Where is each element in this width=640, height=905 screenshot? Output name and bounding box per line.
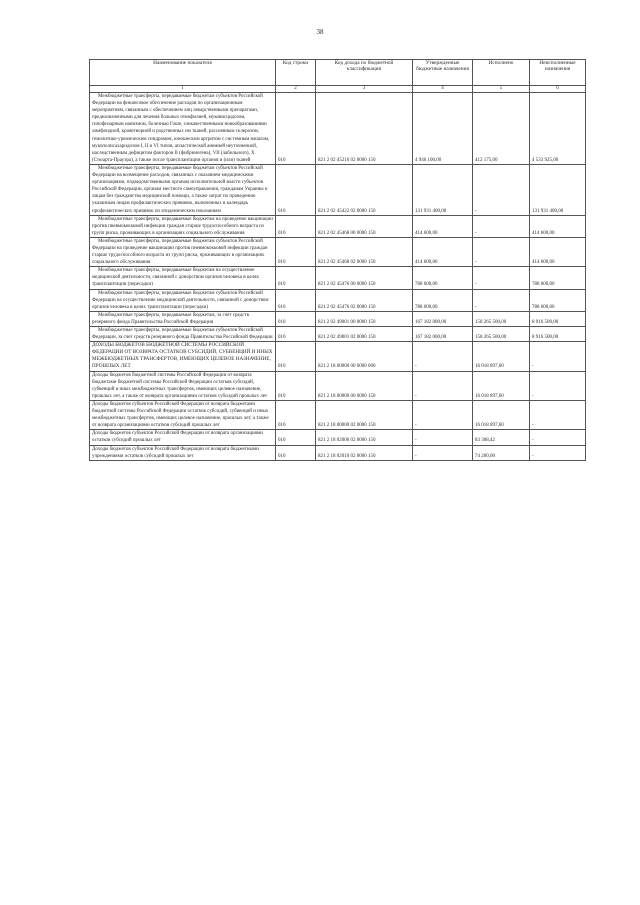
page-number: 38 [316,28,324,36]
row-executed: 412 175,00 [473,93,530,165]
row-name: ДОХОДЫ БЮДЖЕТОВ БЮДЖЕТНОЙ СИСТЕМЫ РОССИЙСКОЙ ФЕДЕРАЦИИ ОТ ВОЗВРАТА ОСТАТКОВ СУБСИДИЙ, СУБВЕНЦИЙ И ИНЫХ МЕЖБЮДЖЕТНЫХ ТРАНСФЕРТОВ, ИМЕЮЩИХ ЦЕЛЕВОЕ НАЗНАЧЕНИЕ, ПРОШЛЫХ ЛЕТ [90,342,276,371]
table-row [90,371,586,400]
row-unexecuted: - [530,400,586,429]
row-approved: - [413,430,473,445]
row-code: 010 [276,430,316,445]
header-classifier: Код дохода по бюджетной классификации [316,60,413,86]
row-unexecuted: - [530,342,586,371]
row-executed: - [473,164,530,215]
row-classifier: 821 2 18 02000 02 0000 150 [316,430,413,445]
row-name: Межбюджетные трансферты, передаваемые бюджетам субъектов Российской Федерации, за счет средств резервного фонда Правительства Российской Федерации [90,327,276,342]
table-row [90,342,586,371]
row-classifier: 821 2 02 45476 02 0000 150 [316,289,413,311]
table-row [90,327,586,342]
row-code: 010 [276,237,316,266]
row-name: Доходы бюджетов субъектов Российской Федерации от возврата организациями остатков субсидий прошлых лет [90,430,276,445]
column-number: 5 [473,86,530,93]
table-row [90,400,586,429]
row-name: Межбюджетные трансферты, передаваемые бюджетам, за счет средств резервного фонда Правительства Российской Федерации [90,311,276,326]
row-name: Межбюджетные трансферты, передаваемые бюджетам на осуществление медицинской деятельности, связанной с донорством органов человека в целях трансплантации (пересадки) [90,267,276,289]
header-name: Наименование показателя [90,60,276,86]
table-row [90,93,586,165]
table-row [90,267,586,289]
header-executed: Исполнено [473,60,530,86]
row-name: Доходы бюджетов субъектов Российской Федерации от возврата бюджетными учреждениями остатков субсидий прошлых лет [90,445,276,460]
row-approved: 414 600,00 [413,215,473,237]
row-unexecuted: 8 916 500,00 [530,327,586,342]
table-row [90,215,586,237]
row-executed: - [473,267,530,289]
budget-revenue-table [89,59,586,461]
row-approved: - [413,371,473,400]
row-classifier: 821 2 02 45468 02 0000 150 [316,237,413,266]
column-number: 6 [530,86,586,93]
row-approved: 167 182 000,00 [413,327,473,342]
row-classifier: 821 2 18 02010 02 0000 150 [316,445,413,460]
row-classifier: 821 2 02 45476 00 0000 150 [316,267,413,289]
row-unexecuted: - [530,430,586,445]
row-executed: 74 200,00 [473,445,530,460]
row-approved: 131 931 400,00 [413,164,473,215]
row-unexecuted: 788 600,00 [530,267,586,289]
row-code: 010 [276,311,316,326]
table-row [90,289,586,311]
column-number: 4 [413,86,473,93]
row-approved: 414 600,00 [413,237,473,266]
row-classifier: 821 2 02 45422 02 0000 150 [316,164,413,215]
row-code: 010 [276,289,316,311]
row-code: 010 [276,342,316,371]
row-code: 010 [276,93,316,165]
row-unexecuted: - [530,445,586,460]
row-approved: 4 946 100,00 [413,93,473,165]
row-unexecuted: 788 600,00 [530,289,586,311]
column-number: 2 [276,86,316,93]
table-row [90,430,586,445]
row-code: 010 [276,400,316,429]
column-number: 1 [90,86,276,93]
row-classifier: 821 2 02 49001 00 0000 150 [316,311,413,326]
row-name: Межбюджетные трансферты, передаваемые бюджетам субъектов Российской Федерации на осуществление медицинской деятельности, связанной с донорством органов человека в целях трансплантации (пересадки) [90,289,276,311]
row-executed: - [473,215,530,237]
row-classifier: 821 2 02 49001 02 0000 150 [316,327,413,342]
row-classifier: 821 2 02 45468 00 0000 150 [316,215,413,237]
row-executed: - [473,289,530,311]
table-row [90,311,586,326]
row-classifier: 821 2 18 00000 00 0000 150 [316,371,413,400]
row-executed: 16 018 897,60 [473,342,530,371]
row-code: 010 [276,327,316,342]
row-unexecuted: - [530,371,586,400]
row-name: Доходы бюджетов субъектов Российской Федерации от возврата бюджетами бюджетной системы Российской Федерации остатков субсидий, субвенций и иных межбюджетных трансфертов, имеющих целевое назначение, прошлых лет, а также от возврата организациями остатков субсидий прошлых лет [90,400,276,429]
row-approved: - [413,342,473,371]
row-executed: 83 308,42 [473,430,530,445]
row-unexecuted: 4 533 925,00 [530,93,586,165]
row-code: 010 [276,371,316,400]
row-name: Межбюджетные трансферты, передаваемые бюджетам на проведение вакцинации против пневмококковой инфекции граждан старше трудоспособного возраста из групп риска, проживающих в организациях социального обслуживания [90,215,276,237]
row-classifier: 821 2 18 00000 00 0000 000 [316,342,413,371]
row-unexecuted: 8 916 500,00 [530,311,586,326]
row-approved: 167 182 000,00 [413,311,473,326]
row-unexecuted: 131 931 400,00 [530,164,586,215]
row-executed: - [473,237,530,266]
row-code: 010 [276,164,316,215]
row-approved: - [413,400,473,429]
table-row [90,164,586,215]
row-code: 010 [276,215,316,237]
row-approved: 788 600,00 [413,267,473,289]
table-row [90,237,586,266]
header-approved: Утвержденные бюджетные назначения [413,60,473,86]
header-code: Код строки [276,60,316,86]
row-classifier: 821 2 02 45216 02 0000 150 [316,93,413,165]
row-name: Межбюджетные трансферты, передаваемые бюджетам субъектов Российской Федерации на финансовое обеспечение расходов по организационным мероприятиям, связанным с обеспечением лиц лекарственными препаратами, предназначенными для лечения больных гемофилией, муковисцидозом, гипофизарным нанизмом, болезнью Гоше, злокачественными новообразованиями лимфоидной, кроветворной и родственных им тканей, рассеянным склерозом, гемолитико-уремическим синдромом, юношеским артритом с системным началом, мукополисахаридозом I, II и VI типов, апластической анемией неуточненной, наследственным дефицитом факторов II (фибриногена), VII (лабильного), X (Стюарта-Прауэра), а также после трансплантации органов и (или) тканей [90,93,276,165]
row-executed: 158 265 500,00 [473,311,530,326]
row-unexecuted: 414 600,00 [530,215,586,237]
row-name: Межбюджетные трансферты, передаваемые бюджетам субъектов Российской Федерации на проведение вакцинации против пневмококковой инфекции граждан старше трудоспособного возраста из групп риска, проживающих в организациях социального обслуживания [90,237,276,266]
row-approved: - [413,445,473,460]
row-name: Межбюджетные трансферты, передаваемые бюджетам субъектов Российской Федерации на возмещение расходов, связанных с оказанием медицинскими организациями, подведомственными органам исполнительной власти субъектов Российской Федерации, органам местного самоуправления, гражданам Украины и лицам без гражданства медицинской помощи, а также затрат по проведению указанным лицам профилактических прививок, включенных в календарь профилактических прививок по эпидемическим показаниям [90,164,276,215]
row-code: 010 [276,445,316,460]
row-unexecuted: 414 600,00 [530,237,586,266]
row-executed: 158 265 500,00 [473,327,530,342]
row-classifier: 821 2 18 00000 02 0000 150 [316,400,413,429]
row-code: 010 [276,267,316,289]
row-approved: 788 600,00 [413,289,473,311]
header-unexecuted: Неисполненные назначения [530,60,586,86]
column-number: 3 [316,86,413,93]
row-name: Доходы бюджетов бюджетной системы Российской Федерации от возврата бюджетами бюджетной системы Российской Федерации остатков субсидий, субвенций и иных межбюджетных трансфертов, имеющих целевое назначение, прошлых лет, а также от возврата организациями остатков субсидий прошлых лет [90,371,276,400]
row-executed: 16 018 897,60 [473,400,530,429]
row-executed: 16 018 897,60 [473,371,530,400]
table-row [90,445,586,460]
